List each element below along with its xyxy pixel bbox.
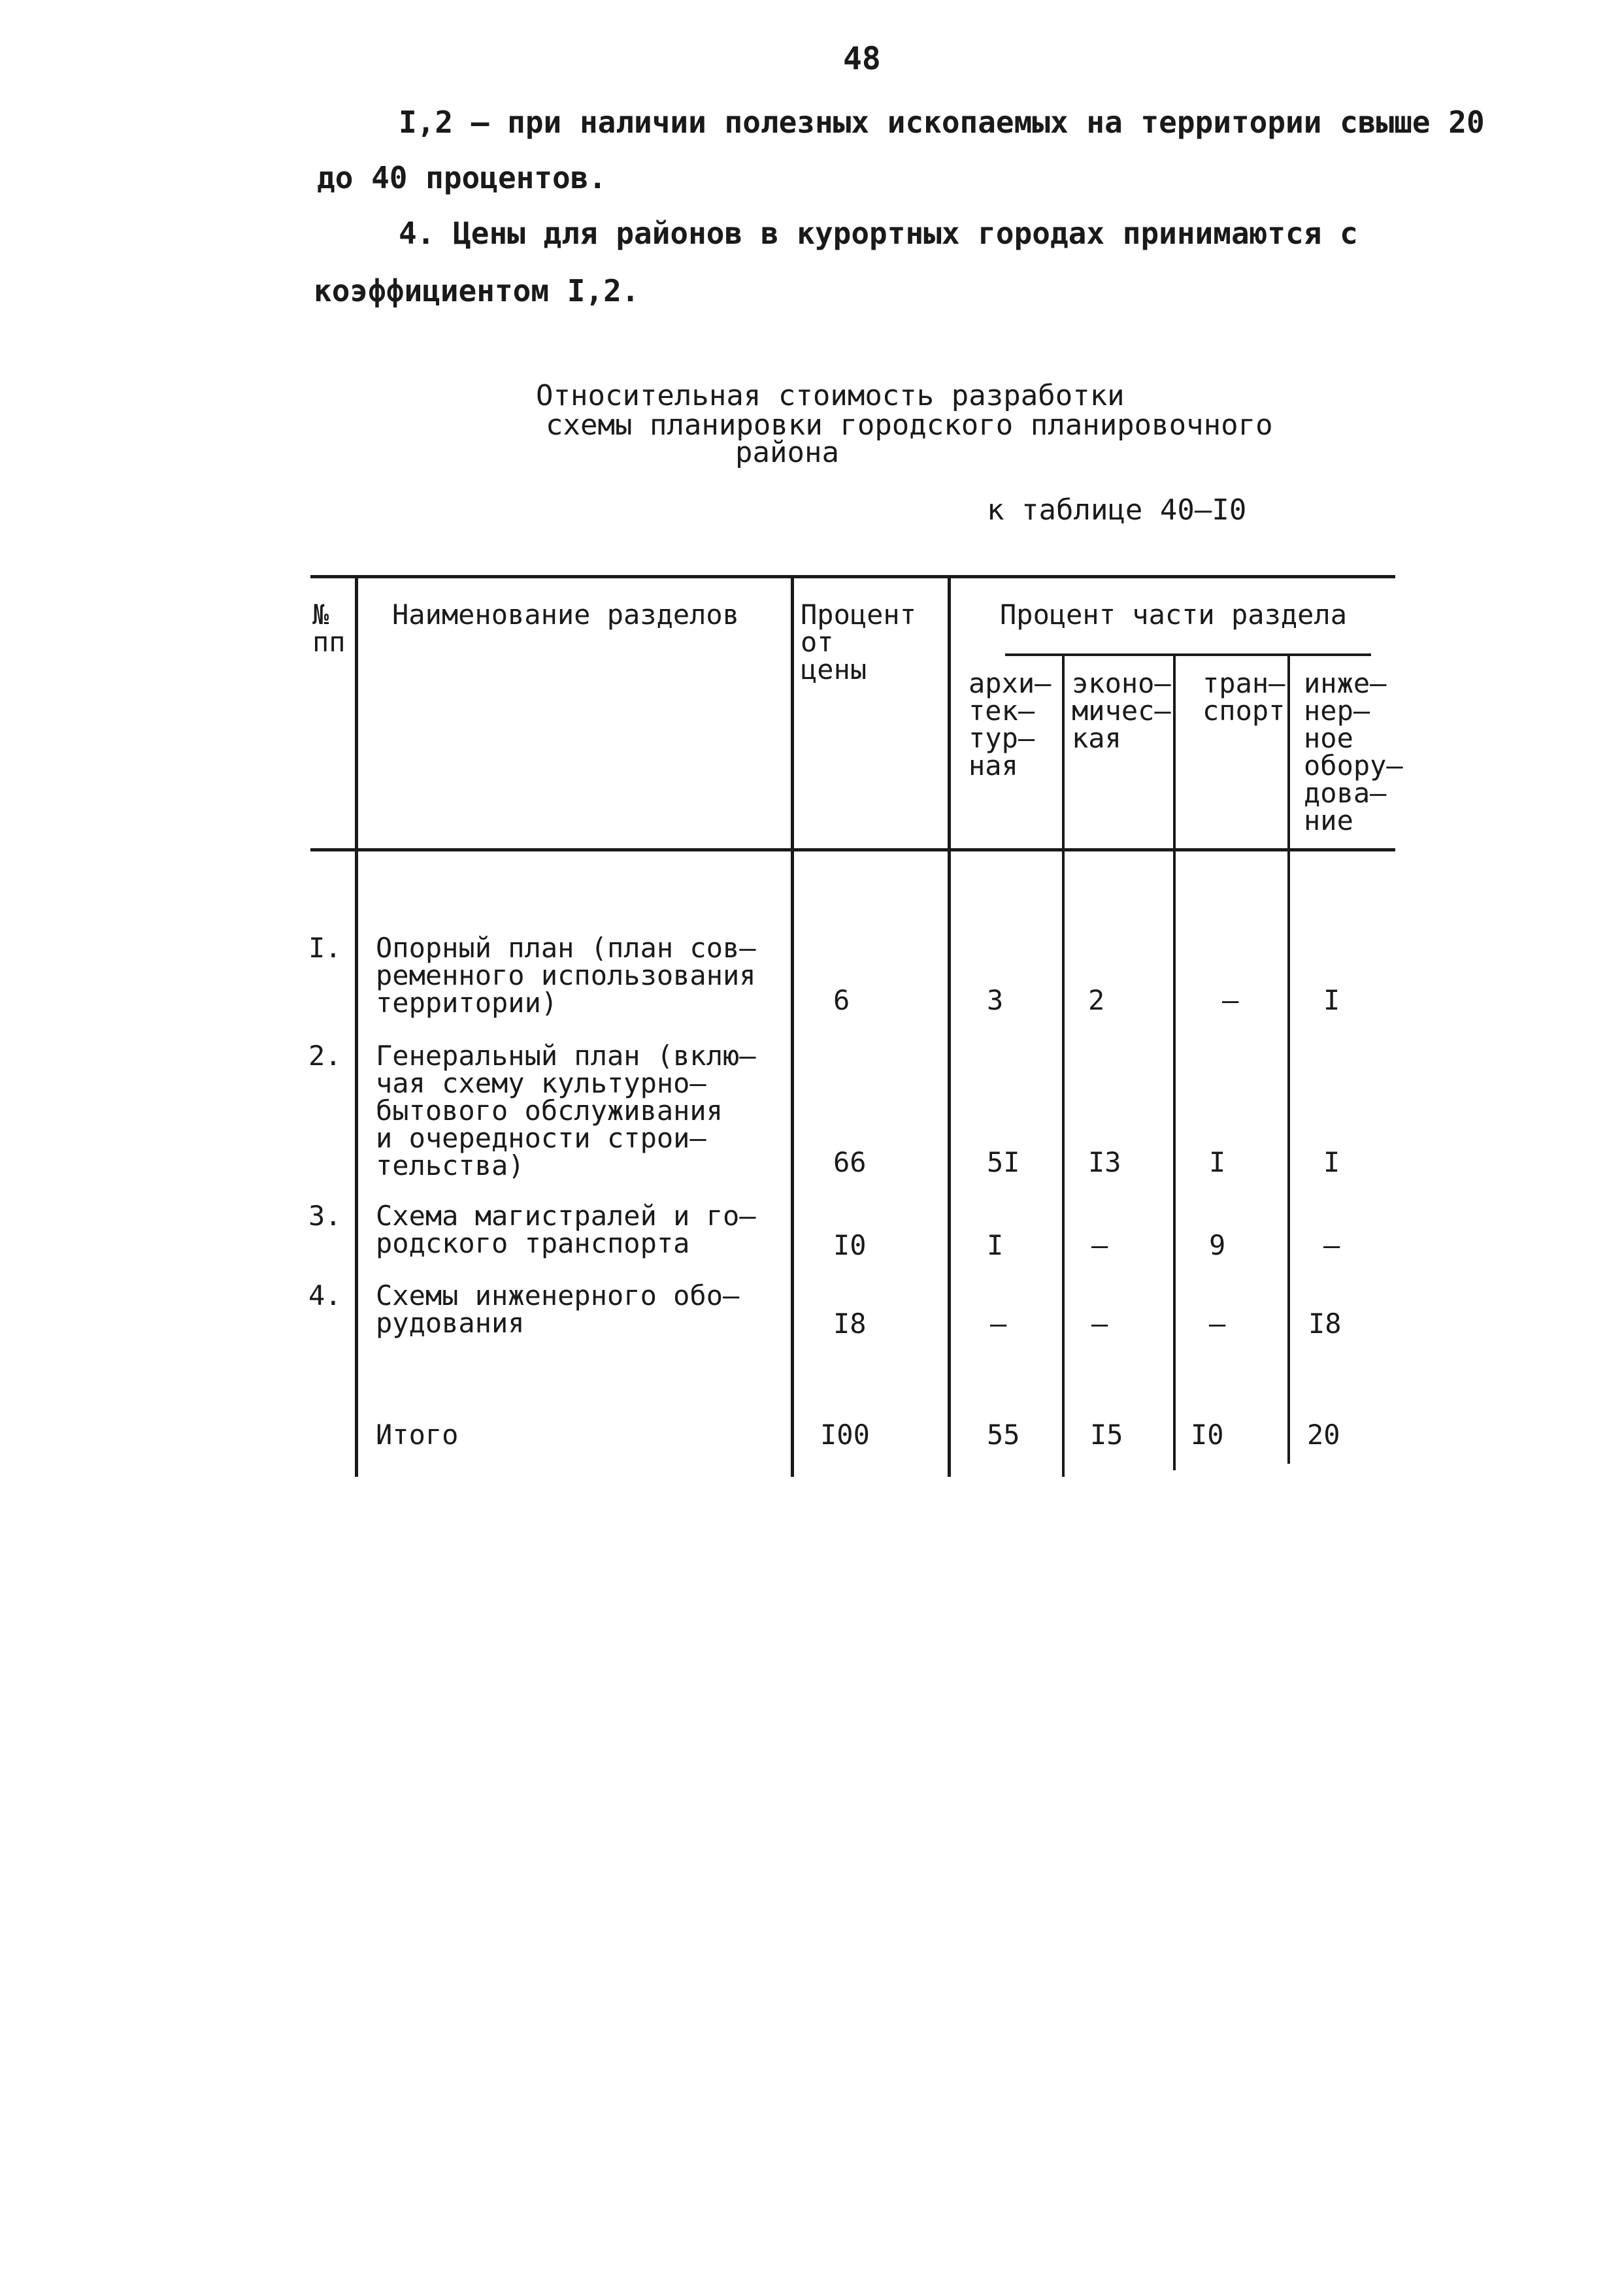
col-divider-1 bbox=[355, 575, 358, 1477]
row-name: Схема магистралей и го– родского транспорта bbox=[376, 1200, 756, 1259]
col-divider-4 bbox=[1062, 653, 1065, 1477]
row-name: Схемы инженерного обо– рудования bbox=[376, 1279, 740, 1339]
paragraph-1-line-2: до 40 процентов. bbox=[317, 160, 607, 195]
col-divider-5 bbox=[1173, 653, 1176, 1470]
page-number: 48 bbox=[843, 41, 881, 77]
row-arch: I bbox=[987, 1229, 1004, 1261]
header-trans: тран– спорт bbox=[1202, 667, 1285, 727]
row-arch: 3 bbox=[987, 984, 1004, 1016]
table-title-line-1: Относительная стоимость разработки bbox=[536, 379, 1125, 412]
row-trans: – bbox=[1209, 1308, 1226, 1340]
paragraph-2-line-1: 4. Цены для районов в курортных городах принимаются с bbox=[399, 216, 1358, 251]
row-arch: – bbox=[990, 1308, 1007, 1340]
total-econ: I5 bbox=[1090, 1419, 1123, 1451]
total-eng: 20 bbox=[1307, 1419, 1340, 1451]
total-label: Итого bbox=[376, 1419, 459, 1451]
header-name: Наименование разделов bbox=[392, 599, 740, 631]
row-econ: 2 bbox=[1088, 984, 1105, 1016]
row-price: I8 bbox=[833, 1308, 867, 1340]
header-percent-part: Процент части раздела bbox=[1000, 599, 1348, 631]
header-arch: архи– тек– тур– ная bbox=[969, 667, 1052, 782]
header-percent-price: Процент от цены bbox=[801, 599, 917, 685]
total-arch: 55 bbox=[987, 1419, 1020, 1451]
paragraph-2-line-2: коэффициентом I,2. bbox=[314, 273, 640, 308]
col-divider-3 bbox=[948, 575, 951, 1477]
row-trans: 9 bbox=[1209, 1229, 1226, 1261]
table-title-line-2: схемы планировки городского планировочного bbox=[546, 408, 1273, 442]
row-name: Опорный план (план сов– ременного использования территории) bbox=[376, 932, 756, 1019]
header-sub-rule bbox=[1005, 653, 1371, 656]
row-num: 3. bbox=[308, 1200, 342, 1232]
row-eng: I bbox=[1323, 984, 1340, 1016]
row-price: 66 bbox=[833, 1146, 867, 1178]
row-eng: I bbox=[1323, 1146, 1340, 1178]
row-num: I. bbox=[308, 932, 342, 964]
header-bottom-rule bbox=[310, 848, 1395, 851]
paragraph-1-line-1: I,2 – при наличии полезных ископаемых на территории свыше 20 bbox=[399, 105, 1485, 140]
row-econ: – bbox=[1091, 1308, 1108, 1340]
row-price: I0 bbox=[833, 1229, 867, 1261]
table-top-rule bbox=[310, 575, 1395, 578]
row-trans: – bbox=[1222, 984, 1239, 1016]
col-divider-2 bbox=[791, 575, 794, 1477]
row-price: 6 bbox=[833, 984, 850, 1016]
row-num: 4. bbox=[308, 1279, 342, 1311]
table-reference: к таблице 40–I0 bbox=[987, 493, 1247, 527]
row-econ: I3 bbox=[1088, 1146, 1121, 1178]
table-title-line-3: района bbox=[735, 436, 839, 469]
total-price: I00 bbox=[820, 1419, 870, 1451]
header-eng: инже– нер– ное обору– дова– ние bbox=[1304, 667, 1403, 836]
row-arch: 5I bbox=[987, 1146, 1020, 1178]
row-eng: I8 bbox=[1308, 1308, 1342, 1340]
row-num: 2. bbox=[308, 1040, 342, 1072]
header-econ: эконо– мичес– кая bbox=[1072, 667, 1171, 754]
row-name: Генеральный план (вклю– чая схему культурно– бытового обслуживания и очередности строи– тельства) bbox=[376, 1040, 756, 1181]
row-eng: – bbox=[1323, 1229, 1340, 1261]
row-trans: I bbox=[1209, 1146, 1226, 1178]
row-econ: – bbox=[1091, 1229, 1108, 1261]
col-divider-6 bbox=[1287, 653, 1290, 1464]
header-num: № пп bbox=[312, 599, 346, 658]
total-trans: I0 bbox=[1191, 1419, 1224, 1451]
